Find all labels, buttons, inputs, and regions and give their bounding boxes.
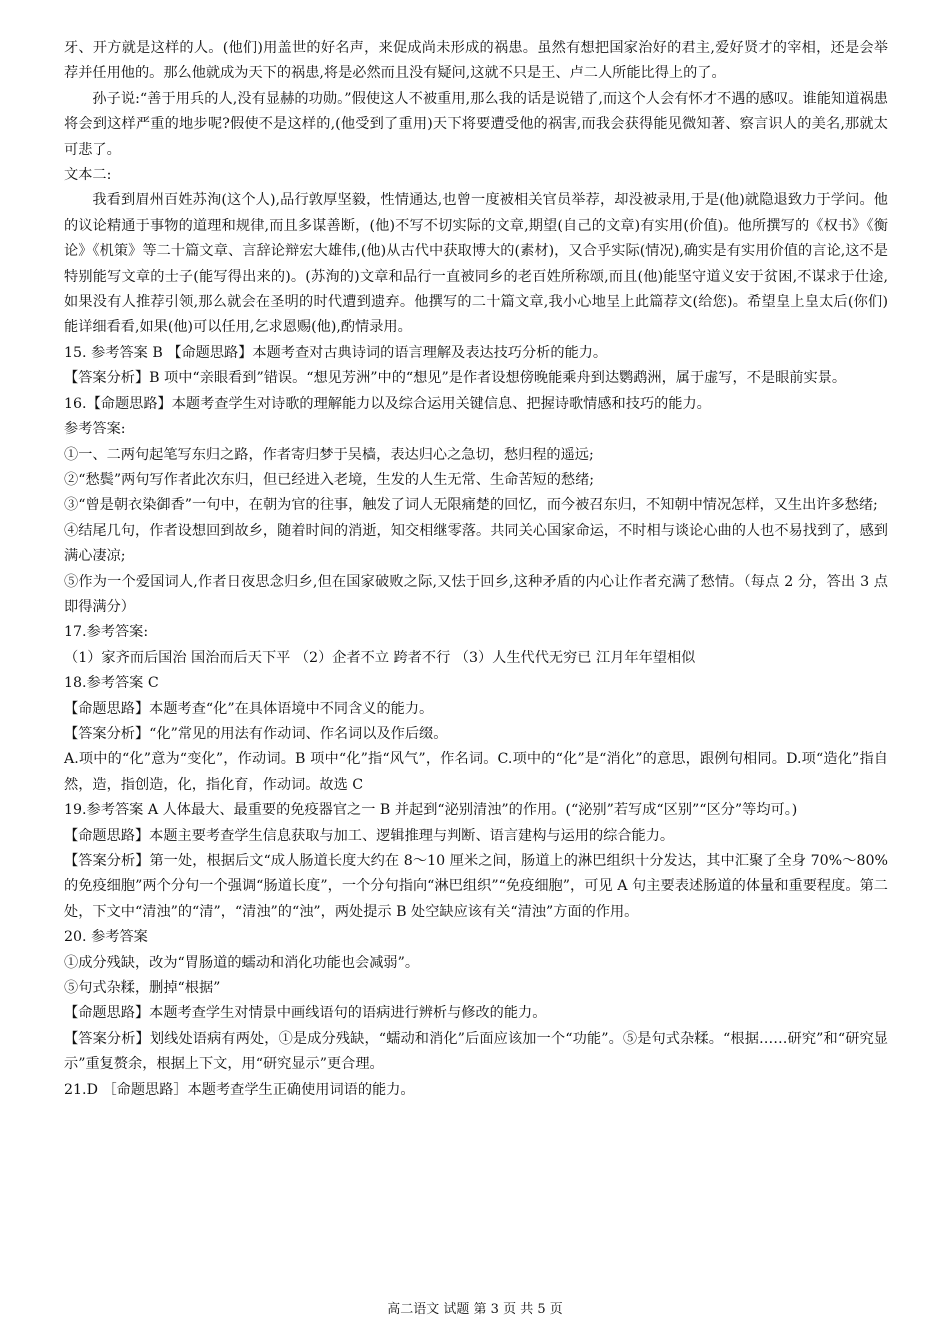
q20-analysis: 【答案分析】划线处语病有两处，①是成分残缺，“蠕动和消化”后面应该加一个“功能”。⑤是句式杂糅。“根据……研究”和“研究显示”重复赘余，根据上下文，用“研究显示”更合理。 xyxy=(64,1030,888,1073)
text2-heading: 文本二: xyxy=(64,167,112,184)
q18-analysis: 【答案分析】“化”常见的用法有作动词、作名词以及作后缀。 xyxy=(64,725,448,742)
q18-options: A.项中的“化”意为“变化”，作动词。B 项中“化”指“风气”，作名词。C.项中的“化”是“消化”的意思，跟例句相同。D.项“造化”指自然，造，指创造，化，指化育，作动词。故选 C xyxy=(64,751,888,793)
q18-approach: 【命题思路】本题考查“化”在具体语境中不同含义的能力。 xyxy=(64,700,434,717)
q17-answer-heading: 17.参考答案: xyxy=(64,624,149,641)
text2-paragraph: 我看到眉州百姓苏洵(这个人),品行敦厚坚毅，性情通达,也曾一度被相关官员举荐，却没被录用,于是(他)就隐退致力于学问。他的议论精通于事物的道理和规律,而且多谋善断，(他)不写不切实际的文章,期望(自己的文章)有实用(价值)。他所撰写的《权书》《衡论》《机策》等二十篇文章、言辞论辩宏大雄伟,(他)从古代中获取博大的(素材)，又合乎实际(情况),确实是有实用价值的言论,这不是特别能写文章的士子(能写得出来的)。(苏洵的)文章和品行一直被同乡的老百姓所称颂,而且(他)能坚守道义安于贫困,不谋求于仕途,如果没有人推荐引领,那么就会在圣明的时代遭到遗弃。他撰写的二十篇文章,我小心地呈上此篇荐文(给您)。希望皇上皇太后(你们)能详细看看,如果(他)可以任用,乞求恩赐(他),酌情录用。 xyxy=(64,192,888,336)
q15-answer: 15. 参考答案 B 【命题思路】本题考查对古典诗词的语言理解及表达技巧分析的能力。 xyxy=(64,344,608,361)
q16-answer-heading: 参考答案: xyxy=(64,421,126,438)
q16-approach: 16.【命题思路】本题考查学生对诗歌的理解能力以及综合运用关键信息、把握诗歌情感和技巧的能力。 xyxy=(64,395,711,412)
q20-fix-5: ⑤句式杂糅，删掉“根据” xyxy=(64,980,221,997)
q16-point-3: ③“曾是朝衣染御香”一句中，在朝为官的往事，触发了词人无限痛楚的回忆，而今被召东归，不知朝中情况怎样，又生出许多愁绪; xyxy=(64,497,878,514)
q18-answer: 18.参考答案 C xyxy=(64,675,159,692)
q16-point-5: ⑤作为一个爱国词人,作者日夜思念归乡,但在国家破败之际,又怯于回乡,这种矛盾的内心让作者充满了愁情。（每点 2 分，答出 3 点即得满分） xyxy=(64,573,888,615)
q17-answers: （1）家齐而后国治 国治而后天下平 （2）企者不立 跨者不行 （3）人生代代无穷已 江月年年望相似 xyxy=(64,649,696,666)
q20-answer-heading: 20. 参考答案 xyxy=(64,929,148,946)
answer-page xyxy=(64,36,888,1103)
q16-point-1: ①一、二两句起笔写东归之路，作者寄归梦于吴樯，表达归心之急切，愁归程的遥远; xyxy=(64,446,594,463)
q20-fix-1: ①成分残缺，改为“胃肠道的蠕动和消化功能也会减弱”。 xyxy=(64,954,420,971)
q21-answer: 21.D ［命题思路］本题考查学生正确使用词语的能力。 xyxy=(64,1081,415,1098)
q20-approach: 【命题思路】本题考查学生对情景中画线语句的语病进行辨析与修改的能力。 xyxy=(64,1005,547,1022)
q19-analysis: 【答案分析】第一处，根据后文“成人肠道长度大约在 8～10 厘米之间，肠道上的淋巴组织十分发达，其中汇聚了全身 70%～80%的免疫细胞”两个分句一个强调“肠道长度”，一个分句指向“淋巴组织”“免疫细胞”，可见 A 句主要表述肠道的体量和重要程度。第二处，下文中“清浊”的“清”，“清浊”的“浊”，两处提示 B 处空缺应该有关“清浊”方面的作用。 xyxy=(64,853,888,920)
page-footer: 高二语文 试题 第 3 页 共 5 页 xyxy=(387,1302,563,1317)
text1-paragraph-continued: 牙、开方就是这样的人。(他们)用盖世的好名声，来促成尚未形成的祸患。虽然有想把国家治好的君主,爱好贤才的宰相，还是会举荐并任用他的。那么他就成为天下的祸患,将是必然而且没有疑问,这就不只是王、卢二人所能比得上的了。 xyxy=(64,40,888,82)
q19-approach: 【命题思路】本题主要考查学生信息获取与加工、逻辑推理与判断、语言建构与运用的综合能力。 xyxy=(64,827,675,844)
q19-answer: 19.参考答案 A 人体最大、最重要的免疫器官之一 B 并起到“泌别清浊”的作用。(“泌别”若写成“区别”“区分”等均可。) xyxy=(64,802,798,819)
q16-point-2: ②“愁鬓”两句写作者此次东归，但已经进入老境，生发的人生无常、生命苦短的愁绪; xyxy=(64,471,595,488)
text1-paragraph-sunzi: 孙子说:“善于用兵的人,没有显赫的功勋。”假使这人不被重用,那么我的话是说错了,而这个人会有怀才不遇的感叹。谁能知道祸患将会到这样严重的地步呢?假使不是这样的,(他受到了重用)天下将要遭受他的祸害,而我会获得能见微知著、察言识人的美名,那就太可悲了。 xyxy=(64,90,888,158)
q15-analysis: 【答案分析】B 项中“亲眼看到”错误。“想见芳洲”中的“想见”是作者设想傍晚能乘舟到达鹦鹉洲，属于虚写，不是眼前实景。 xyxy=(64,370,847,387)
q16-point-4: ④结尾几句，作者设想回到故乡，随着时间的消逝，知交相继零落。共同关心国家命运，不时相与谈论心曲的人也不易找到了，感到满心凄凉; xyxy=(64,522,888,565)
